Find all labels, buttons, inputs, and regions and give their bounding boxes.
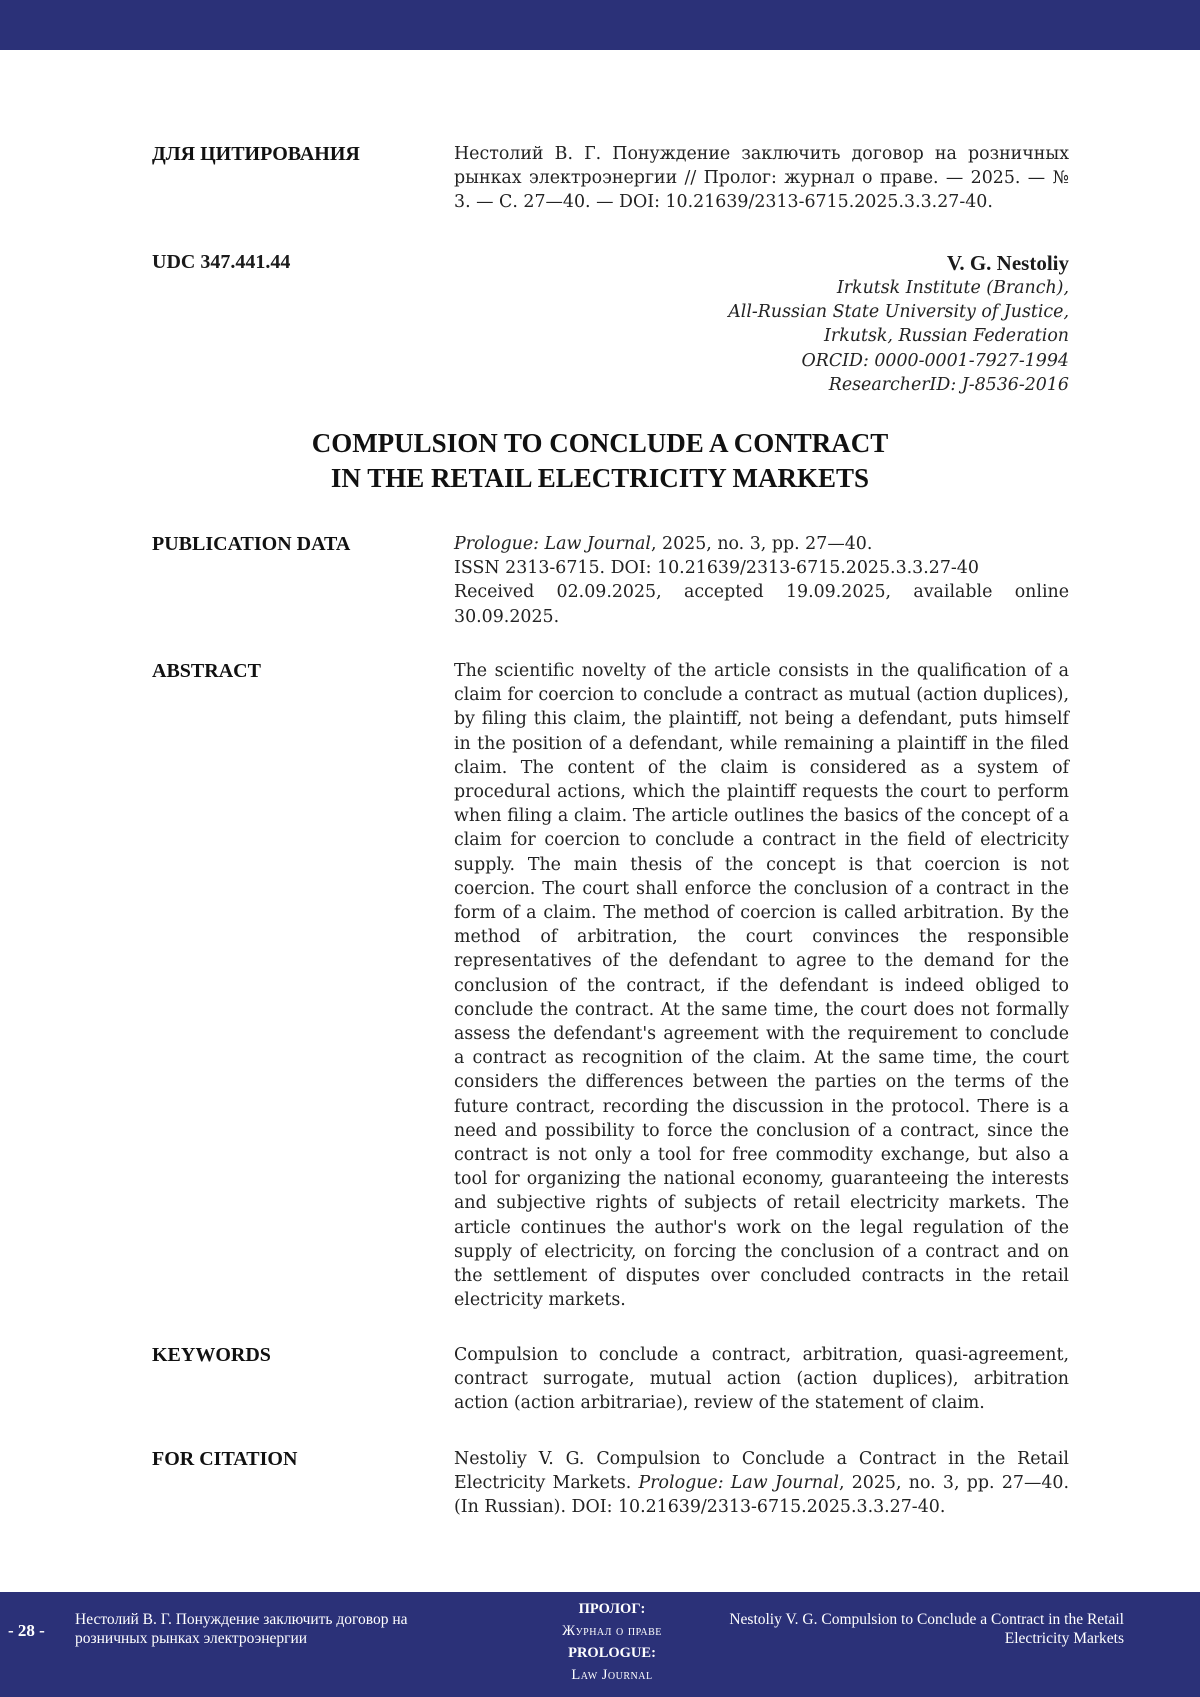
for-citation-label: FOR CITATION — [152, 1448, 298, 1470]
publication-data-label: PUBLICATION DATA — [152, 533, 351, 555]
citation-part: , 2025, no. 3, pp. 27—40. (In Russian). DOI: 10.21639/2313-6715.2025.3.3.27-40. — [454, 1473, 1069, 1518]
author-name: V. G. Nestoliy — [946, 251, 1069, 275]
orcid: ORCID: 0000-0001-7927-1994 — [801, 350, 1069, 371]
abstract-label: ABSTRACT — [152, 660, 261, 682]
citation-journal: Prologue: Law Journal — [638, 1473, 839, 1494]
ru-citation-text: Нестолий В. Г. Понуждение заключить договор на розничных рынках электроэнергии // Пролог: журнал о праве. — 2025. — № 3. — С. 27—40. — DOI: 10.21639/2313-6715.2025.3.3.27-40. — [454, 144, 1069, 213]
author-block — [728, 250, 1069, 397]
title-line: COMPULSION TO CONCLUDE A CONTRACT — [311, 428, 889, 458]
page-number: - 28 - — [8, 1621, 45, 1640]
publication-dates: Received 02.09.2025, accepted 19.09.2025, available online 30.09.2025. — [454, 582, 1069, 627]
affiliation-line: Irkutsk Institute (Branch), — [836, 278, 1069, 298]
journal-title-ru: ПРОЛОГ: — [578, 1601, 646, 1617]
affiliation-line: All-Russian State University of Justice, — [728, 302, 1069, 323]
citation-part: Nestoliy V. G. Compulsion to Conclude a Contract in the Retail Electricity Markets. — [454, 1449, 1069, 1494]
header-band — [0, 0, 1200, 50]
researcher-id: ResearcherID: J-8536-2016 — [828, 374, 1069, 395]
footer-running-title-en: Nestoliy V. G. Compulsion to Conclude a Contract in the Retail Electricity Markets — [729, 1611, 1124, 1647]
journal-subtitle-en: Law Journal — [571, 1667, 653, 1683]
journal-subtitle-ru: Журнал о праве — [562, 1623, 662, 1639]
affiliation-line: Irkutsk, Russian Federation — [824, 326, 1069, 347]
keywords-text: Compulsion to conclude a contract, arbitration, quasi-agreement, contract surrogate, mutual action (action duplices), arbitration action (action arbitrariae), review of the statement of claim. — [454, 1345, 1069, 1414]
issn-doi: ISSN 2313-6715. DOI: 10.21639/2313-6715.2025.3.3.27-40 — [454, 558, 979, 579]
for-citation-text — [454, 1447, 1069, 1520]
publication-data-text — [454, 532, 1069, 629]
footer-running-title-ru: Нестолий В. Г. Понуждение заключить договор на розничных рынках электроэнергии — [75, 1611, 408, 1647]
journal-title-en: PROLOGUE: — [568, 1645, 656, 1661]
ru-citation-label: ДЛЯ ЦИТИРОВАНИЯ — [152, 143, 360, 165]
udc-code: UDC 347.441.44 — [152, 251, 291, 273]
publication-journal-line — [454, 532, 1069, 556]
title-line: IN THE RETAIL ELECTRICITY MARKETS — [330, 463, 870, 493]
article-title — [0, 426, 1200, 496]
abstract-text: The scientific novelty of the article consists in the qualification of a claim for coercion to conclude a contract as mutual (action duplices), by filing this claim, the plaintiff, not being a defendant, puts himself in the position of a defendant, while remaining a plaintiff in the filed claim. The content of the claim is considered as a system of procedural actions, which the plaintiff requests the court to perform when filing a claim. The article outlines the basics of the concept of a claim for coercion to conclude a contract in the field of electricity supply. The main thesis of the concept is that coercion is not coercion. The court shall enforce the conclusion of a contract in the form of a claim. The method of coercion is called arbitration. By the method of arbitration, the court convinces the responsible representatives of the defendant to agree to the demand for the conclusion of the contract, if the defendant is indeed obliged to conclude the contract. At the same time, the court does not formally assess the defendant's agreement with the requirement to conclude a contract as recognition of the claim. At the same time, the court considers the differences between the parties on the terms of the future contract, recording the discussion in the protocol. There is a need and possibility to force the conclusion of a contract, since the contract is not only a tool for free commodity exchange, but also a tool for organizing the national economy, guaranteeing the interests and subjective rights of subjects of retail electricity markets. The article continues the author's work on the legal regulation of the supply of electricity, on forcing the conclusion of a contract and on the settlement of disputes over concluded contracts in the retail electricity markets. — [454, 661, 1069, 1311]
journal-name: Prologue: Law Journal — [454, 534, 651, 554]
keywords-label: KEYWORDS — [152, 1344, 271, 1366]
journal-issue: , 2025, no. 3, pp. 27—40. — [650, 534, 873, 554]
footer-journal-logo — [512, 1598, 712, 1686]
